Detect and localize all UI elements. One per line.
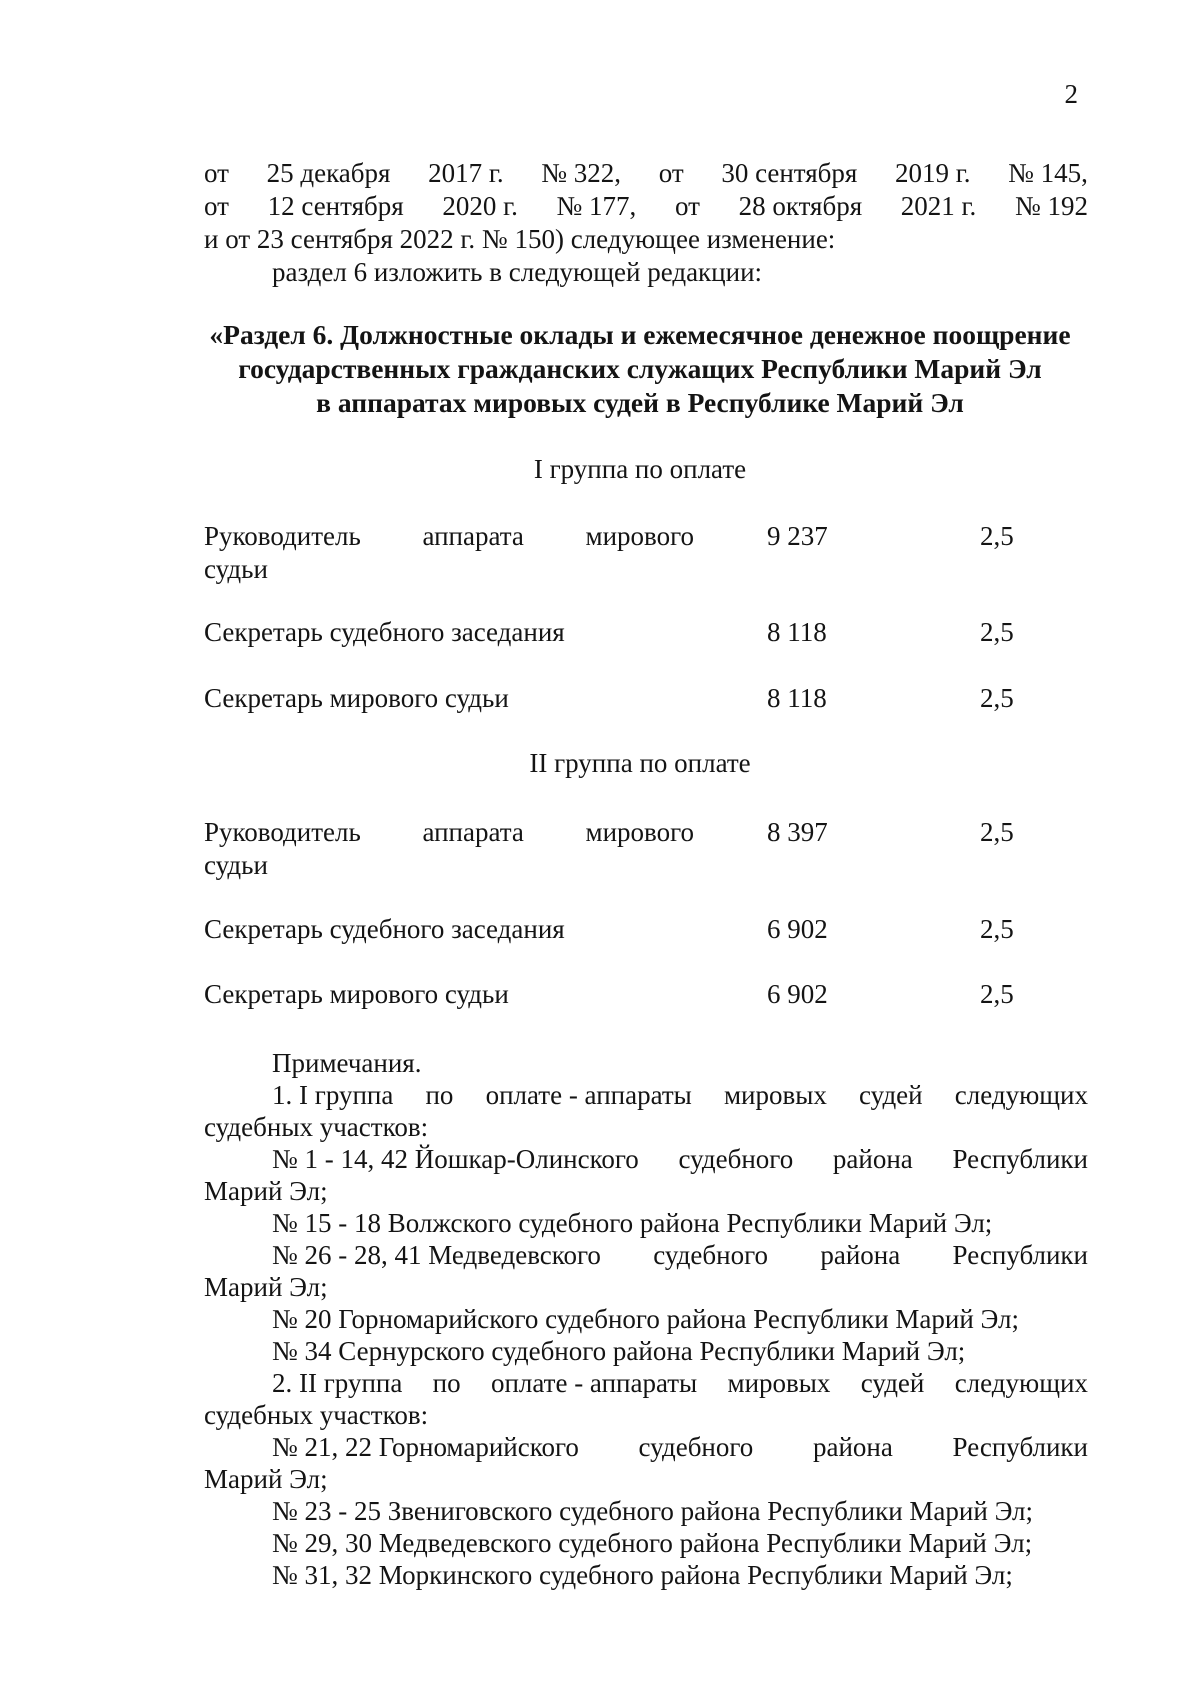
notes-item-2a-line xyxy=(204,1431,1088,1463)
position-name xyxy=(204,816,694,882)
notes-item-1-cont: судебных участков: xyxy=(204,1112,429,1142)
notes-item-2b: № 23 - 25 Звениговского судебного района Республики Марий Эл; xyxy=(272,1496,1034,1526)
notes-word: судей xyxy=(859,1080,923,1110)
section-title-line-1: «Раздел 6. Должностные оклады и ежемесячное денежное поощрение xyxy=(209,319,1071,350)
intro-word: № 192 xyxy=(1014,191,1088,221)
notes-word: судебного xyxy=(678,1144,794,1174)
position-ratio: 2,5 xyxy=(980,817,1014,847)
position-salary: 8 118 xyxy=(767,683,827,713)
notes-item-1d: № 20 Горномарийского судебного района Республики Марий Эл; xyxy=(272,1304,1019,1334)
notes-word: Республики xyxy=(952,1144,1088,1174)
notes-item-1a-line xyxy=(204,1143,1088,1175)
notes-word: следующих xyxy=(954,1080,1088,1110)
notes-item-1e: № 34 Сернурского судебного района Республики Марий Эл; xyxy=(272,1336,966,1366)
position-ratio: 2,5 xyxy=(980,521,1014,551)
position-name-word: аппарата xyxy=(422,521,524,551)
section-title xyxy=(180,318,1100,420)
intro-word: № 177, xyxy=(556,191,637,221)
position-row xyxy=(204,978,1104,1048)
notes-word: Республики xyxy=(952,1240,1088,1270)
position-name-cont: судьи xyxy=(204,850,268,880)
position-name-word: аппарата xyxy=(422,817,524,847)
notes-word: судей xyxy=(860,1368,925,1398)
intro-word: 12 сентября xyxy=(267,191,404,221)
notes-item-1-line xyxy=(204,1079,1088,1111)
notes-heading: Примечания. xyxy=(272,1048,422,1078)
notes-word: мировых xyxy=(727,1368,831,1398)
notes-word: района xyxy=(820,1240,901,1270)
intro-line-4: раздел 6 изложить в следующей редакции: xyxy=(272,257,763,287)
section-title-line-3: в аппаратах мировых судей в Республике Марий Эл xyxy=(316,387,964,418)
position-name-word: Руководитель xyxy=(204,817,361,847)
intro-line-1 xyxy=(204,157,1088,190)
notes-item-2-cont: судебных участков: xyxy=(204,1400,429,1430)
intro-word: от xyxy=(204,191,229,221)
position-row xyxy=(204,682,1104,752)
position-row xyxy=(204,816,1104,886)
position-name-cont: судьи xyxy=(204,554,268,584)
notes-item-1a-cont: Марий Эл; xyxy=(204,1176,328,1206)
notes-word: оплате - аппараты xyxy=(490,1368,698,1398)
position-name: Секретарь судебного заседания xyxy=(204,617,565,647)
notes-word: Республики xyxy=(952,1432,1088,1462)
intro-word: от xyxy=(658,158,684,188)
position-ratio: 2,5 xyxy=(980,914,1014,944)
notes-item-2a-cont: Марий Эл; xyxy=(204,1464,328,1494)
position-ratio: 2,5 xyxy=(980,683,1014,713)
position-row xyxy=(204,520,1104,590)
position-salary: 8 118 xyxy=(767,617,827,647)
position-name-word: Руководитель xyxy=(204,521,361,551)
intro-word: № 145, xyxy=(1008,158,1088,188)
notes-item-2d: № 31, 32 Моркинского судебного района Республики Марий Эл; xyxy=(272,1560,1013,1590)
position-ratio: 2,5 xyxy=(980,617,1014,647)
group-1-heading: I группа по оплате xyxy=(533,454,747,484)
position-row xyxy=(204,913,1104,983)
intro-line-2 xyxy=(204,190,1088,223)
position-name: Секретарь мирового судьи xyxy=(204,683,509,713)
intro-line-3: и от 23 сентября 2022 г. № 150) следующее изменение: xyxy=(204,224,836,254)
intro-word: от xyxy=(204,158,229,188)
intro-word: 28 октября xyxy=(738,191,863,221)
notes-section xyxy=(204,1047,1088,1591)
notes-word: № 21, 22 Горномарийского xyxy=(272,1432,579,1462)
position-name xyxy=(204,520,694,586)
position-name-line xyxy=(204,520,694,553)
position-salary: 6 902 xyxy=(767,979,828,1009)
position-name-word: мирового xyxy=(585,521,694,551)
page-number: 2 xyxy=(1064,79,1078,109)
notes-word: судебного xyxy=(638,1432,754,1462)
notes-word: судебного xyxy=(653,1240,769,1270)
intro-word: 30 сентября xyxy=(721,158,858,188)
position-salary: 9 237 xyxy=(767,521,828,551)
notes-word: по xyxy=(425,1080,454,1110)
section-title-line-2: государственных гражданских служащих Республики Марий Эл xyxy=(238,353,1042,384)
intro-word: 2020 г. xyxy=(442,191,518,221)
position-name-line xyxy=(204,816,694,849)
intro-word: № 322, xyxy=(541,158,622,188)
notes-item-1b: № 15 - 18 Волжского судебного района Республики Марий Эл; xyxy=(272,1208,993,1238)
notes-item-2-line xyxy=(204,1367,1088,1399)
position-salary: 8 397 xyxy=(767,817,828,847)
intro-word: 2021 г. xyxy=(900,191,977,221)
notes-word: № 1 - 14, 42 Йошкар-Олинского xyxy=(272,1144,639,1174)
intro-paragraph xyxy=(204,157,1088,289)
notes-word: по xyxy=(432,1368,461,1398)
notes-word: № 26 - 28, 41 Медведевского xyxy=(272,1240,601,1270)
intro-word: 2017 г. xyxy=(428,158,504,188)
notes-word: оплате - аппараты xyxy=(485,1080,692,1110)
notes-word: следующих xyxy=(954,1368,1088,1398)
intro-word: 25 декабря xyxy=(266,158,391,188)
notes-item-2c: № 29, 30 Медведевского судебного района Республики Марий Эл; xyxy=(272,1528,1033,1558)
notes-word: района xyxy=(812,1432,893,1462)
group-2-heading: II группа по оплате xyxy=(529,748,751,778)
notes-word: мировых xyxy=(723,1080,827,1110)
notes-word: 1. I группа xyxy=(272,1080,394,1110)
position-name: Секретарь судебного заседания xyxy=(204,914,565,944)
position-name-word: мирового xyxy=(585,817,694,847)
position-salary: 6 902 xyxy=(767,914,828,944)
notes-word: района xyxy=(832,1144,913,1174)
position-row xyxy=(204,616,1104,686)
notes-word: 2. II группа xyxy=(272,1368,403,1398)
notes-item-1c-line xyxy=(204,1239,1088,1271)
notes-item-1c-cont: Марий Эл; xyxy=(204,1272,328,1302)
intro-word: от xyxy=(674,191,700,221)
intro-word: 2019 г. xyxy=(894,158,971,188)
position-ratio: 2,5 xyxy=(980,979,1014,1009)
position-name: Секретарь мирового судьи xyxy=(204,979,509,1009)
